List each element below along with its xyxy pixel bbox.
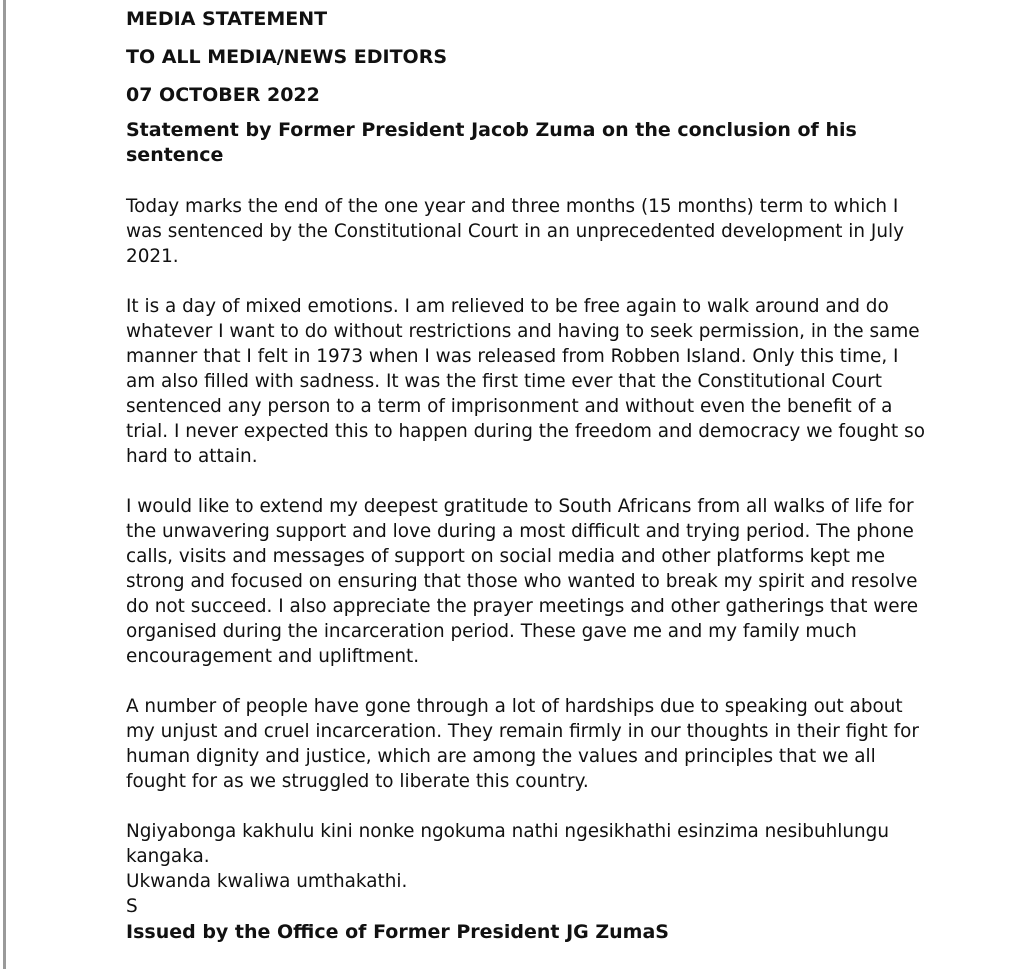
- body-paragraph: It is a day of mixed emotions. I am relieved to be free again to walk around and do whatever I want to do without restrictions and having to seek permission, in the same manner that I felt in 1973 when I was released from Robben Island. Only this time, I am also filled with sadness. It was the first time ever that the Constitutional Court sentenced any person to a term of imprisonment and without even the benefit of a trial. I never expected this to happen during the freedom and democracy we fought so hard to attain.: [126, 296, 925, 467]
- body-paragraph: I would like to extend my deepest gratitude to South Africans from all walks of life for the unwavering support and love during a most difficult and trying period. The phone calls, visits and messages of support on social media and other platforms kept me strong and focused on ensuring that those who wanted to break my spirit and resolve do not succeed. I also appreciate the prayer meetings and other gatherings that were organised during the incarceration period. These gave me and my family much encouragement and upliftment.: [126, 496, 919, 667]
- closing-line: Ukwanda kwaliwa umthakathi.: [126, 871, 408, 892]
- body-paragraph: A number of people have gone through a lot of hardships due to speaking out about my unjust and cruel incarceration. They remain firmly in our thoughts in their fight for human dignity and justice, which are among the values and principles that we all fought for as we struggled to liberate this country.: [126, 696, 919, 792]
- statement-subject: Statement by Former President Jacob Zuma on the conclusion of his sentence: [126, 119, 857, 166]
- media-statement-document: [126, 6, 926, 945]
- statement-date: 07 OCTOBER 2022: [126, 84, 320, 106]
- recipients-heading: TO ALL MEDIA/NEWS EDITORS: [126, 46, 448, 68]
- issued-by-line: Issued by the Office of Former President JG ZumaS: [126, 921, 669, 943]
- closing-line: S: [126, 896, 138, 917]
- statement-type-heading: MEDIA STATEMENT: [126, 8, 328, 30]
- body-paragraph: Today marks the end of the one year and three months (15 months) term to which I was sentenced by the Constitutional Court in an unprecedented development in July 2021.: [126, 196, 904, 267]
- page-edge-rule: [3, 0, 6, 969]
- closing-line: Ngiyabonga kakhulu kini nonke ngokuma nathi ngesikhathi esinzima nesibuhlungu kangaka.: [126, 821, 890, 867]
